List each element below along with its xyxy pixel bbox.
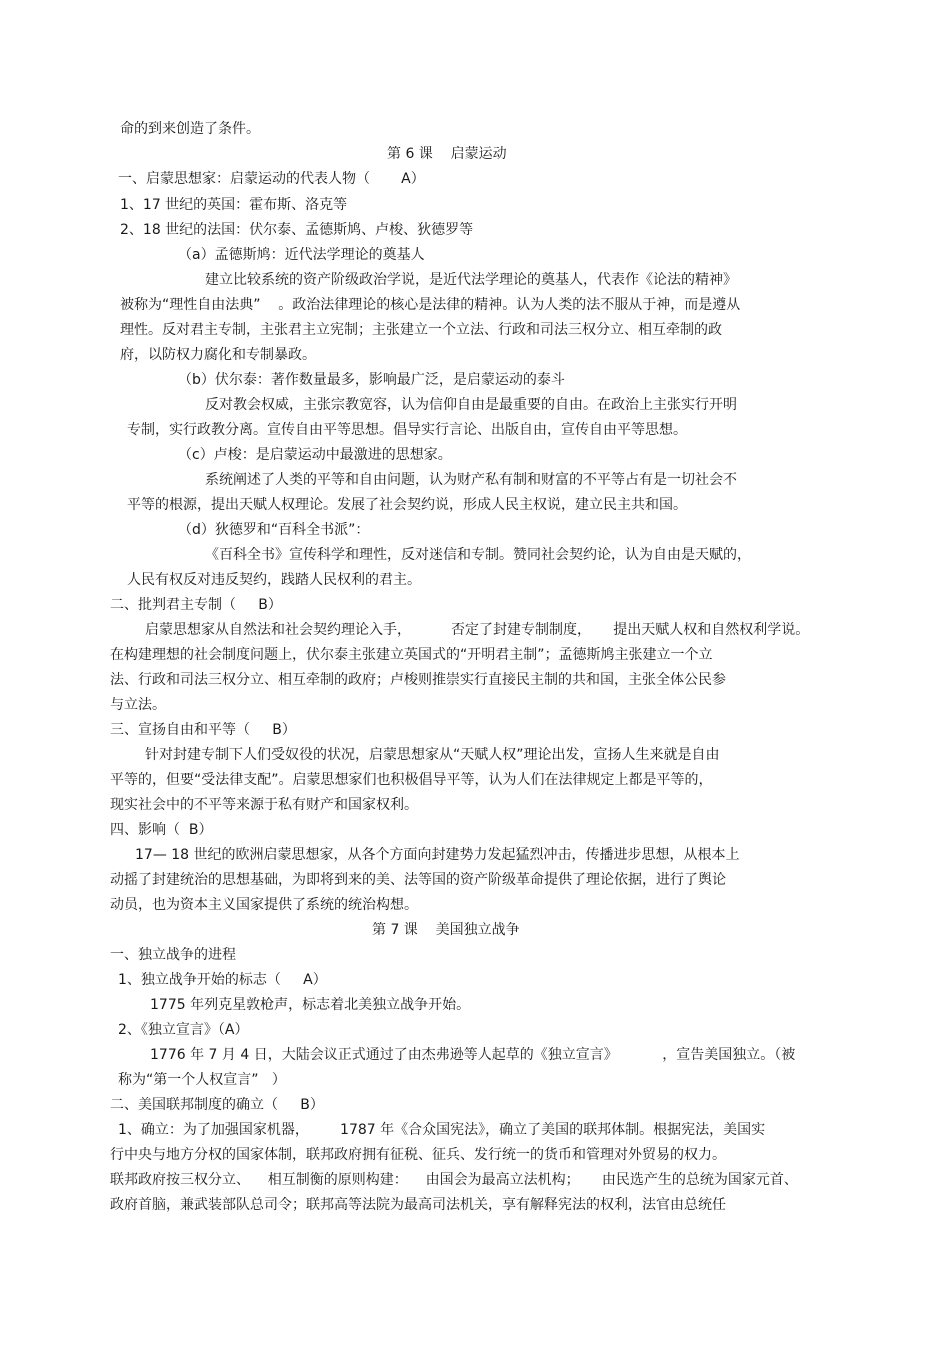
text-line: 动摇了封建统治的思想基础，为即将到来的美、法等国的资产阶级革命提供了理论依据，进行了舆论	[110, 872, 726, 888]
text-line: 针对封建专制下人们受奴役的状况，启蒙思想家从“天赋人权”理论出发，宣扬人生来就是自由	[145, 747, 720, 763]
subheading: 2、《独立宣言》（A）	[118, 1022, 249, 1038]
text-line: 专制，实行政教分离。宣传自由平等思想。倡导实行言论、出版自由，宣传自由平等思想。	[127, 422, 687, 438]
section-heading: 三、宣扬自由和平等（ B）	[110, 722, 296, 738]
text-line: 府，以防权力腐化和专制暴政。	[120, 347, 316, 363]
section-heading: 二、美国联邦制度的确立（ B）	[110, 1097, 324, 1113]
text-line: 被称为“理性自由法典” 。政治法律理论的核心是法律的精神。认为人类的法不服从于神，而是遵从	[120, 297, 741, 313]
text-line: 动员，也为资本主义国家提供了系统的统治构想。	[110, 897, 418, 913]
text-line: 法、行政和司法三权分立、相互牵制的政府；卢梭则推崇实行直接民主制的共和国，主张全体公民参	[110, 672, 726, 688]
section-heading: 一、独立战争的进程	[110, 947, 236, 963]
section-heading: 一、启蒙思想家：启蒙运动的代表人物（ A）	[118, 171, 425, 187]
text-line: 2、18 世纪的法国：伏尔泰、孟德斯鸠、卢梭、狄德罗等	[120, 222, 474, 238]
text-line: 平等的根源，提出天赋人权理论。发展了社会契约说，形成人民主权说，建立民主共和国。	[127, 497, 687, 513]
text-line: 反对教会权威，主张宗教宽容，认为信仰自由是最重要的自由。在政治上主张实行开明	[205, 397, 737, 413]
lesson-title: 第 6 课 启蒙运动	[387, 146, 507, 162]
subheading: （c）卢梭：是启蒙运动中最激进的思想家。	[178, 447, 452, 463]
text-line: 启蒙思想家从自然法和社会契约理论入手， 否定了封建专制制度， 提出天赋人权和自然权利学说。	[145, 622, 810, 638]
text-line: 命的到来创造了条件。	[120, 121, 260, 137]
text-line: 人民有权反对违反契约，践踏人民权利的君主。	[127, 572, 421, 588]
text-line: 行中央与地方分权的国家体制，联邦政府拥有征税、征兵、发行统一的货币和管理对外贸易的权力。	[110, 1147, 726, 1163]
subheading: （b）伏尔泰：著作数量最多，影响最广泛，是启蒙运动的泰斗	[178, 372, 565, 388]
text-line: 1775 年列克星敦枪声，标志着北美独立战争开始。	[150, 997, 471, 1013]
section-heading: 二、批判君主专制（ B）	[110, 597, 282, 613]
text-line: 17— 18 世纪的欧洲启蒙思想家，从各个方面向封建势力发起猛烈冲击，传播进步思想，从根本上	[135, 847, 740, 863]
text-line: 联邦政府按三权分立、 相互制衡的原则构建： 由国会为最高立法机构； 由民选产生的总统为国家元首、	[110, 1172, 798, 1188]
lesson-title: 第 7 课 美国独立战争	[372, 922, 520, 938]
text-line: 理性。反对君主专制，主张君主立宪制；主张建立一个立法、行政和司法三权分立、相互牵制的政	[120, 322, 722, 338]
subheading: （a）孟德斯鸠：近代法学理论的奠基人	[178, 247, 425, 263]
text-line: 平等的，但要“受法律支配”。启蒙思想家们也积极倡导平等，认为人们在法律规定上都是平等的，	[110, 772, 713, 788]
text-line: 1、17 世纪的英国：霍布斯、洛克等	[120, 197, 348, 213]
text-line: 1、确立：为了加强国家机器， 1787 年《合众国宪法》，确立了美国的联邦体制。根据宪法，美国实	[118, 1122, 766, 1138]
text-line: 《百科全书》宣传科学和理性，反对迷信和专制。赞同社会契约论，认为自由是天赋的，	[205, 547, 751, 563]
text-line: 1776 年 7 月 4 日，大陆会议正式通过了由杰弗逊等人起草的《独立宣言》 ，宣告美国独立。（被	[150, 1047, 796, 1063]
text-line: 现实社会中的不平等来源于私有财产和国家权利。	[110, 797, 418, 813]
text-line: 建立比较系统的资产阶级政治学说，是近代法学理论的奠基人，代表作《论法的精神》	[205, 272, 737, 288]
text-line: 政府首脑，兼武装部队总司令；联邦高等法院为最高司法机关，享有解释宪法的权利，法官由总统任	[110, 1197, 726, 1213]
text-line: 称为“第一个人权宣言” ）	[118, 1072, 286, 1088]
subheading: 1、独立战争开始的标志（ A）	[118, 972, 327, 988]
text-line: 与立法。	[110, 697, 166, 713]
subheading: （d）狄德罗和“百科全书派”：	[178, 522, 370, 538]
text-line: 在构建理想的社会制度问题上，伏尔泰主张建立英国式的“开明君主制”；孟德斯鸠主张建立一个立	[110, 647, 713, 663]
section-heading: 四、影响（ B）	[110, 822, 213, 838]
text-line: 系统阐述了人类的平等和自由问题，认为财产私有制和财富的不平等占有是一切社会不	[205, 472, 737, 488]
